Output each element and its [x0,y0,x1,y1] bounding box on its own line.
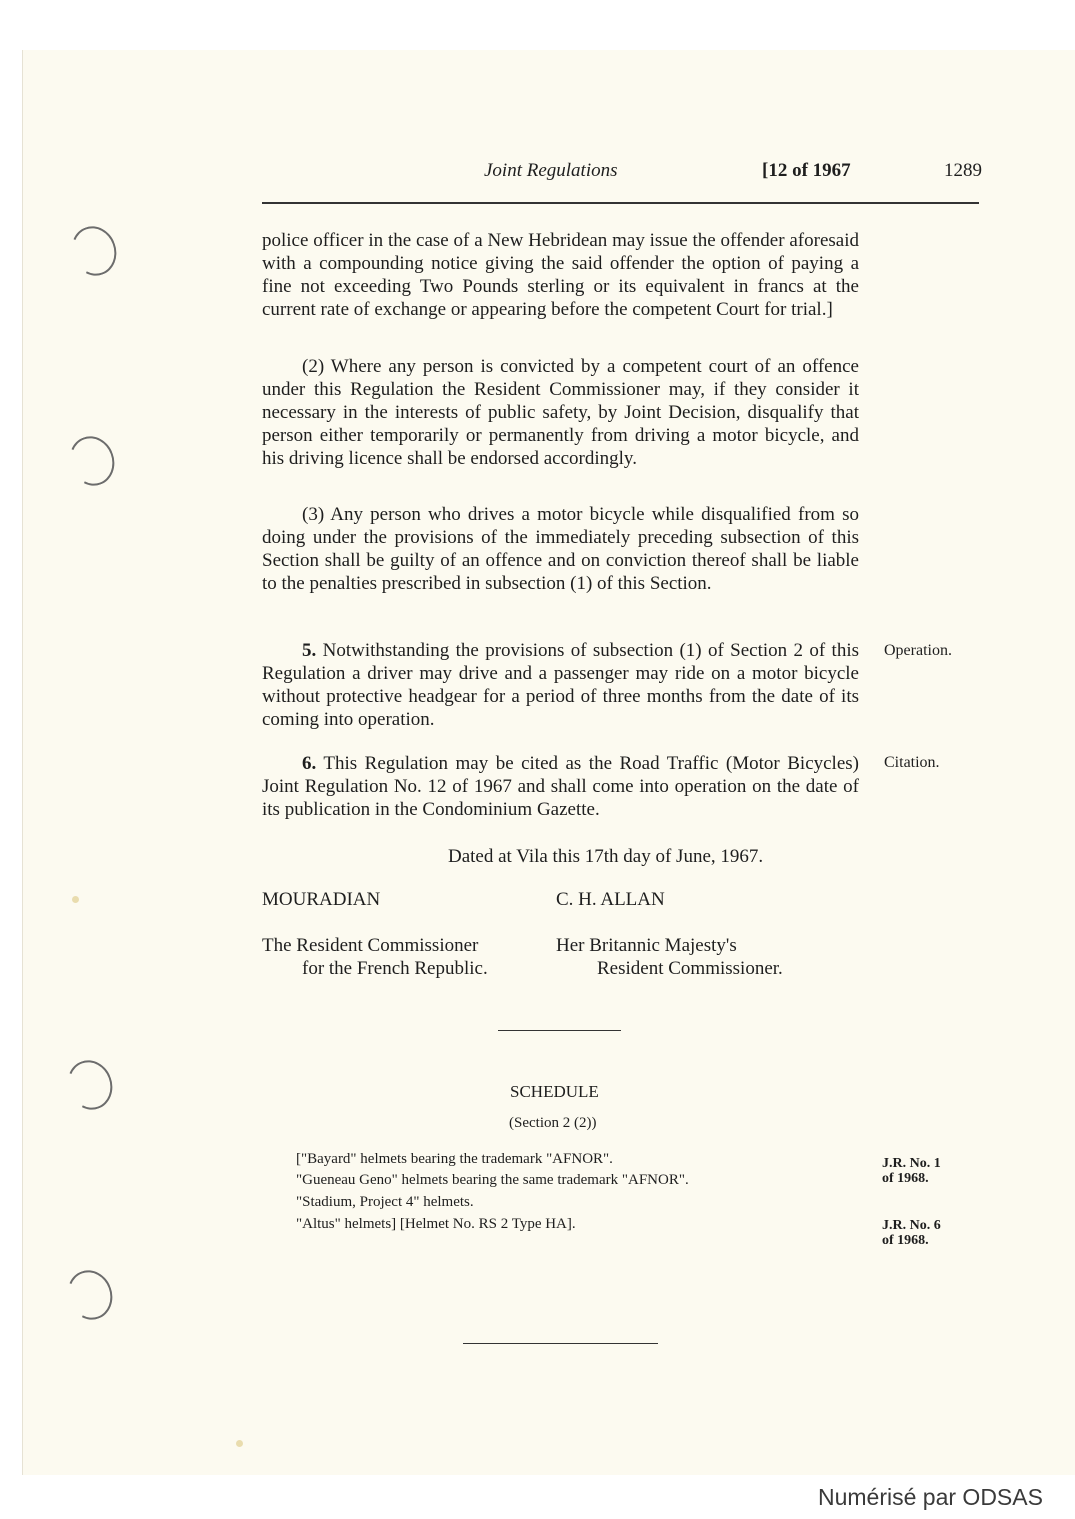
digitization-watermark: Numérisé par ODSAS [818,1484,1043,1510]
schedule-note-line: of 1968. [882,1171,929,1186]
section-6-number: 6. [302,753,317,774]
dated-line: Dated at Vila this 17th day of June, 1967. [448,846,764,867]
schedule-item: "Altus" helmets] [Helmet No. RS 2 Type HA]. [296,1216,576,1232]
paragraph-subsection-2: (2) Where any person is convicted by a competent court of an offence under this Regulation the Resident Commissioner may, if they consider it necessary in the interests of public safety, by Joint Decision, disqualify that person either temporarily or permanently from driving a motor bicycle, and his driving licence shall be endorsed accordingly. [262,356,859,469]
schedule-title: SCHEDULE [510,1082,599,1101]
schedule-note [882,1218,941,1248]
schedule-item: ["Bayard" helmets bearing the trademark "AFNOR". [296,1151,613,1167]
section-6-text: This Regulation may be cited as the Road Traffic (Motor Bicycles) Joint Regulation No. 12 of 1967 and shall come into operation on the date of its publication in the Condominium Gazette. [262,753,859,820]
section-divider [498,1030,621,1031]
schedule-item: "Stadium, Project 4" helmets. [296,1194,474,1210]
schedule-note [882,1156,941,1186]
paper-stain [72,896,79,903]
end-divider [463,1343,658,1344]
signatory-left-title-1: The Resident Commissioner [262,935,479,956]
schedule-note-line: J.R. No. 6 [882,1218,941,1233]
section-6 [262,752,859,821]
margin-note-operation: Operation. [884,642,952,659]
signatory-left-title-2: for the French Republic. [302,958,488,979]
section-5 [262,639,859,731]
signatory-right-title-2: Resident Commissioner. [597,958,783,979]
paragraph-continued: police officer in the case of a New Hebridean may issue the offender aforesaid with a compounding notice giving the said offender the option of paying a fine not exceeding Two Pounds sterling or its equivalent in francs at the current rate of exchange or appearing before the competent Court for trial.] [262,230,859,320]
paragraph-subsection-3: (3) Any person who drives a motor bicycle while disqualified from so doing under the provisions of the immediately preceding subsection of this Section shall be guilty of an offence and on conviction thereof shall be liable to the penalties prescribed in subsection (1) of this Section. [262,504,859,594]
paper-stain [236,1440,243,1447]
schedule-item: "Gueneau Geno" helmets bearing the same trademark "AFNOR". [296,1172,689,1188]
running-head-reference: [12 of 1967 [762,160,851,181]
schedule-subtitle: (Section 2 (2)) [509,1115,597,1131]
margin-note-citation: Citation. [884,754,940,771]
section-5-number: 5. [302,640,317,661]
schedule-note-line: of 1968. [882,1233,929,1248]
signatory-left-name: MOURADIAN [262,889,381,910]
header-rule [262,202,979,204]
section-5-text: Notwithstanding the provisions of subsection (1) of Section 2 of this Regulation a driver may drive and a passenger may ride on a motor bicycle without protective headgear for a period of three months from the date of its coming into operation. [262,640,859,730]
signatory-right-name: C. H. ALLAN [556,889,665,910]
page-number: 1289 [944,160,982,181]
running-head-title: Joint Regulations [484,160,618,181]
signatory-right-title-1: Her Britannic Majesty's [556,935,737,956]
schedule-note-line: J.R. No. 1 [882,1156,941,1171]
